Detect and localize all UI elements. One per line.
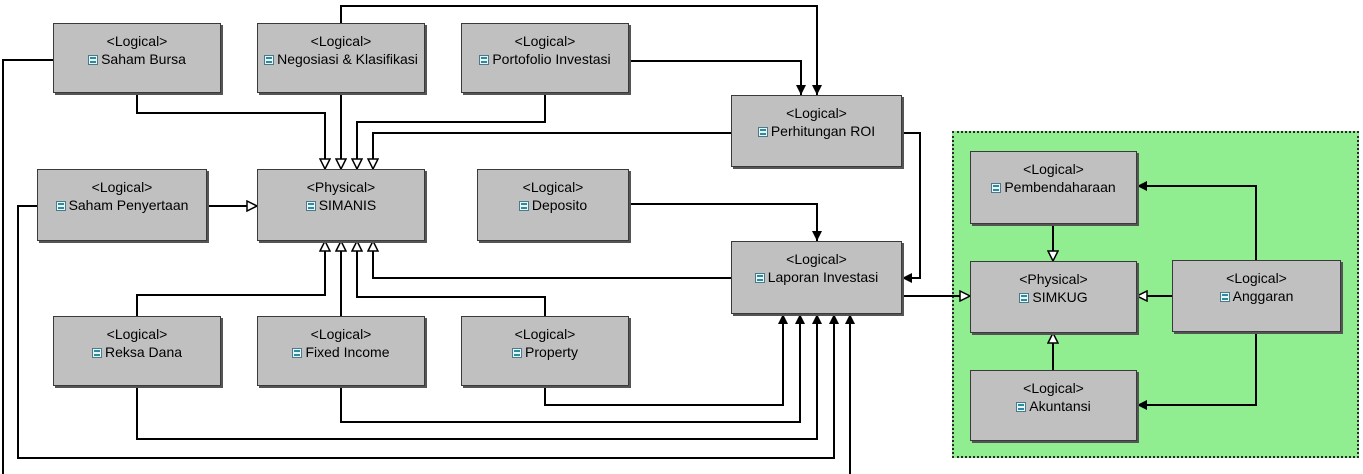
node-negosiasi[interactable]: [257, 23, 425, 93]
node-simkug[interactable]: [970, 261, 1137, 333]
node-saham-bursa[interactable]: [53, 23, 221, 93]
node-name: SIMKUG: [1032, 289, 1088, 305]
node-stereotype: <Logical>: [514, 326, 576, 342]
node-deposito[interactable]: [477, 169, 629, 241]
node-anggaran[interactable]: [1172, 260, 1341, 332]
node-name: Negosiasi & Klasifikasi: [277, 51, 418, 67]
node-stereotype: <Logical>: [1023, 161, 1084, 177]
node-name: SIMANIS: [318, 197, 377, 213]
component-icon: [755, 273, 765, 283]
node-stereotype: <Logical>: [106, 33, 168, 49]
node-stereotype: <Logical>: [786, 105, 847, 121]
component-icon: [991, 183, 1001, 193]
component-icon: [512, 348, 522, 358]
component-icon: [519, 201, 529, 211]
node-name: Laporan Investasi: [767, 269, 879, 285]
node-stereotype: <Logical>: [1226, 270, 1287, 286]
node-stereotype: <Physical>: [1019, 271, 1088, 287]
node-name: Property: [525, 344, 578, 360]
node-stereotype: <Physical>: [306, 179, 376, 195]
edge-reksa-simanis: [137, 241, 325, 316]
edge-roi-laporan: [902, 133, 920, 278]
node-laporan[interactable]: [731, 241, 902, 314]
component-icon: [56, 201, 66, 211]
node-name: Saham Bursa: [101, 51, 186, 67]
node-portofolio[interactable]: [461, 23, 629, 93]
node-name: Anggaran: [1232, 288, 1294, 304]
edge-roi-simanis: [373, 133, 731, 169]
component-icon: [479, 55, 489, 65]
node-fixed[interactable]: [257, 316, 425, 386]
node-name: Deposito: [531, 197, 588, 213]
node-name: Pembendaharaan: [1004, 179, 1116, 195]
node-stereotype: <Logical>: [786, 251, 847, 267]
node-name: Reksa Dana: [104, 344, 183, 360]
node-stereotype: <Logical>: [91, 179, 153, 195]
edge-anggaran-akuntansi: [1137, 332, 1256, 405]
node-saham-penyertaan[interactable]: [37, 169, 207, 241]
edge-portofolio-roi: [629, 61, 801, 95]
component-icon: [264, 55, 274, 65]
node-pembendaharaan[interactable]: [970, 151, 1137, 224]
component-icon: [1016, 402, 1026, 412]
component-icon: [1019, 293, 1029, 303]
node-stereotype: <Logical>: [1023, 380, 1084, 396]
edge-deposito-laporan: [629, 204, 817, 241]
node-reksa[interactable]: [53, 316, 221, 386]
node-simanis[interactable]: [257, 169, 425, 241]
component-icon: [306, 201, 316, 211]
component-icon: [1220, 292, 1230, 302]
edge-laporan-simanis: [373, 241, 731, 278]
component-icon: [92, 348, 102, 358]
node-name: Perhitungan ROI: [770, 123, 876, 139]
component-icon: [292, 348, 302, 358]
node-name: Saham Penyertaan: [68, 197, 189, 213]
component-icon: [758, 127, 768, 137]
edge-saham-bursa-simanis: [137, 93, 325, 169]
edge-portofolio-simanis: [357, 93, 545, 169]
node-name: Akuntansi: [1029, 398, 1091, 414]
node-name: Fixed Income: [305, 344, 390, 360]
node-akuntansi[interactable]: [970, 370, 1137, 441]
node-stereotype: <Logical>: [522, 179, 584, 195]
node-stereotype: <Logical>: [310, 326, 372, 342]
node-roi[interactable]: [731, 95, 902, 167]
node-name: Portofolio Investasi: [492, 51, 611, 67]
node-property[interactable]: [461, 316, 629, 386]
node-stereotype: <Logical>: [106, 326, 168, 342]
node-stereotype: <Logical>: [514, 33, 576, 49]
edge-saham-bursa-laporan: [3, 60, 53, 474]
edge-anggaran-pembendaharaan: [1137, 186, 1256, 260]
node-stereotype: <Logical>: [310, 33, 372, 49]
component-icon: [88, 55, 98, 65]
